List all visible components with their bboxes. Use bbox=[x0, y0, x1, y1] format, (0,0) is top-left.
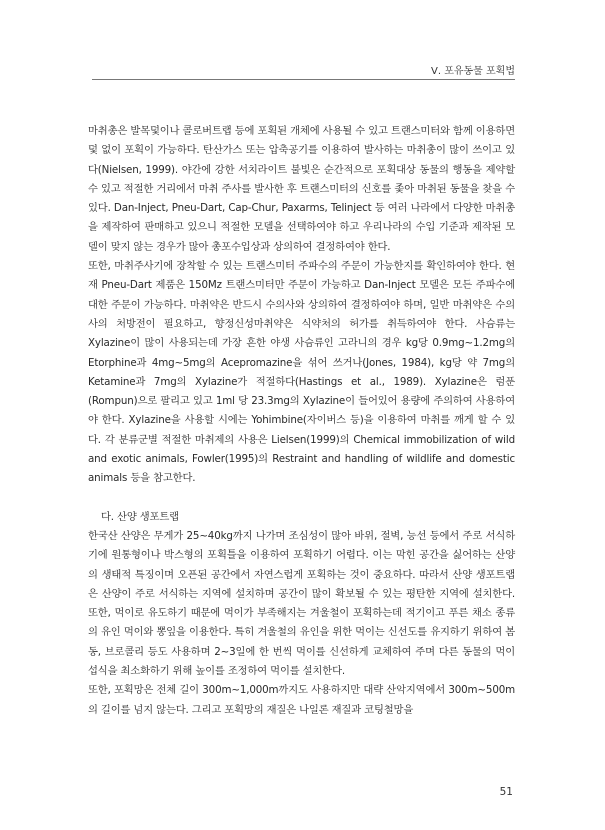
paragraph-capture-net: 또한, 포획망은 전체 길이 300m~1,000m까지도 사용하지만 대략 산악지역에서 300m~500m의 길이를 넘지 않는다. 그리고 포획망의 재질은 나일론 재질과 코팅철망을 bbox=[88, 684, 515, 716]
paragraph-tranquilizer-gun: 마취총은 발목덫이나 콜로버트랩 등에 포획된 개체에 사용될 수 있고 트랜스미터와 함께 이용하면 덫 없이 포획이 가능하다. 탄산가스 또는 압축공기를 이용하여 발사하는 마취총이 많이 쓰이고 있다(Nielsen, 1999). 야간에 강한 서치라이트 불빛은 순간적으로 포획대상 동물의 행동을 제약할 수 있고 적절한 거리에서 마취 주사를 발사한 후 트랜스미터의 신호를 좇아 마취된 동물을 찾을 수 있다. Dan-Inject, Pneu-Dart, Cap-Chur, Paxarms, Telinject 등 여러 나라에서 다양한 마취총을 제작하여 판매하고 있으니 적절한 모델을 선택하여야 하고 우리나라의 수입 기준과 제작된 모델이 맞지 않는 경우가 많아 총포수입상과 상의하여 결정하여야 한다. bbox=[88, 125, 515, 253]
page-number: 51 bbox=[499, 786, 513, 798]
running-header: Ⅴ. 포유동물 포획법 bbox=[431, 66, 515, 77]
paragraph-gap bbox=[88, 489, 515, 508]
section-subheading: 다. 산양 생포트랩 bbox=[101, 510, 179, 523]
page-body bbox=[88, 122, 515, 720]
paragraph-goral-trap: 한국산 산양은 무게가 25~40kg까지 나가며 조심성이 많아 바위, 절벽, 능선 등에서 주로 서식하기에 원통형이나 박스형의 포획틀을 이용하여 포획하기 어렵다. 이는 막힌 공간을 싫어하는 산양의 생태적 특징이며 오픈된 공간에서 자연스럽게 포획하는 것이 중요하다. 따라서 산양 생포트랩은 산양이 주로 서식하는 지역에 설치하며 공간이 많이 확보될 수 있는 평탄한 지역에 설치한다. 또한, 먹이로 유도하기 때문에 먹이가 부족해지는 겨울철이 포획하는데 적기이고 푸른 채소 종류의 유인 먹이와 뽕잎을 이용한다. 특히 겨울철의 유인을 위한 먹이는 신선도를 유지하기 위하여 봄동, 브로콜리 등도 사용하며 2~3일에 한 번씩 먹이를 신선하게 교체하여 주며 다른 동물의 먹이 섭식을 최소화하기 위해 높이를 조정하여 먹이를 설치한다. bbox=[88, 529, 515, 678]
paragraph-anesthetics: 또한, 마취주사기에 장착할 수 있는 트랜스미터 주파수의 주문이 가능한지를 확인하여야 한다. 현재 Pneu-Dart 제품은 150Mz 트랜스미터만 주문이 가능하고 Dan-Inject 모델은 모든 주파수에 대한 주문이 가능하다. 마취약은 반드시 수의사와 상의하여 결정하여야 하며, 일반 마취약은 수의사의 처방전이 필요하고, 향정신성마취약은 식약처의 허가를 취득하여야 한다. 사슴류는 Xylazine이 많이 사용되는데 가장 흔한 야생 사슴류인 고라니의 경우 kg당 0.9mg~1.2mg의 Etorphine과 4mg~5mg의 Acepromazine을 섞어 쓰거나(Jones, 1984), kg당 약 7mg의 Ketamine과 7mg의 Xylazine가 적절하다(Hastings et al., 1989). Xylazine은 럼푼(Rompun)으로 팔리고 있고 1ml 당 23.3mg의 Xylazine이 들어있어 용량에 주의하여 사용하여야 한다. Xylazine을 사용할 시에는 Yohimbine(자이버스 등)을 이용하여 마취를 깨게 할 수 있다. 각 분류군별 적절한 마취제의 사용은 Lielsen(1999)의 Chemical immobilization of wild and exotic animals, Fowler(1995)의 Restraint and handling of wildlife and domestic animals 등을 참고한다. bbox=[88, 260, 515, 485]
header-divider bbox=[92, 79, 515, 80]
